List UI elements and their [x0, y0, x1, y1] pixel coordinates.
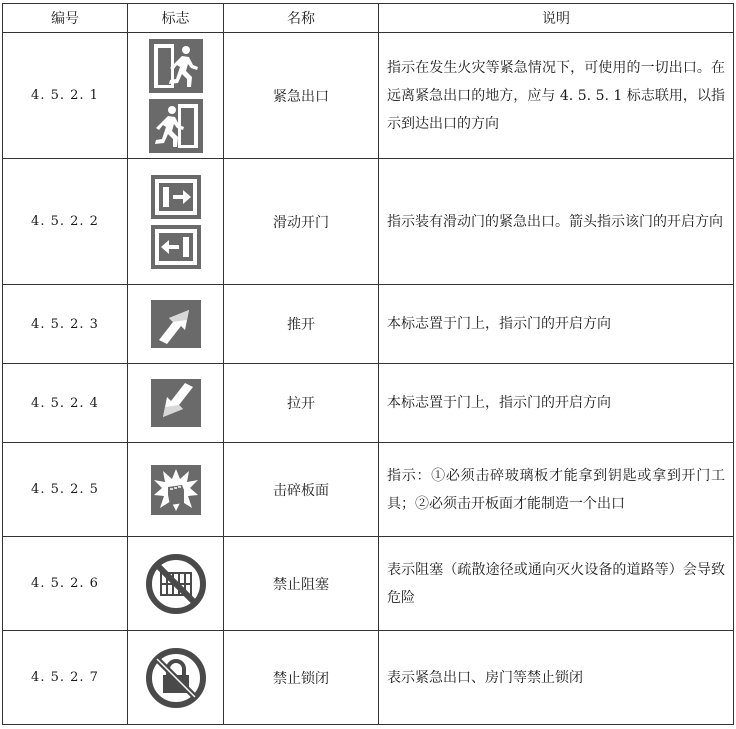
table-row	[3, 631, 734, 725]
row-description: 本标志置于门上，指示门的开启方向	[379, 285, 734, 364]
sign-cell	[128, 33, 224, 159]
row-code: 4. 5. 2. 7	[3, 631, 128, 725]
sliding-door-left-icon	[151, 225, 201, 269]
row-code: 4. 5. 2. 6	[3, 537, 128, 631]
row-name: 击碎板面	[224, 443, 379, 537]
header-name: 名称	[224, 4, 379, 33]
header-description: 说明	[379, 4, 734, 33]
sliding-door-right-icon	[151, 175, 201, 219]
sign-cell	[128, 364, 224, 443]
row-name: 滑动开门	[224, 159, 379, 285]
table-row	[3, 159, 734, 285]
row-name: 拉开	[224, 364, 379, 443]
row-description: 表示阻塞（疏散途径或通向灭火设备的道路等）会导致危险	[379, 537, 734, 631]
row-description: 本标志置于门上，指示门的开启方向	[379, 364, 734, 443]
no-locking-icon	[145, 647, 207, 709]
row-code: 4. 5. 2. 3	[3, 285, 128, 364]
pull-arrow-icon	[151, 379, 201, 427]
signs-table	[2, 3, 734, 725]
header-sign: 标志	[128, 4, 224, 33]
row-description: 指示在发生火灾等紧急情况下，可使用的一切出口。在远离紧急出口的地方，应与 4. 5. 5. 1 标志联用，以指示到达出口的方向	[379, 33, 734, 159]
sign-cell	[128, 631, 224, 725]
row-code: 4. 5. 2. 5	[3, 443, 128, 537]
running-man-exit-right-icon	[149, 39, 203, 93]
break-glass-fist-icon	[151, 465, 201, 515]
running-man-exit-left-icon	[149, 99, 203, 153]
row-code: 4. 5. 2. 4	[3, 364, 128, 443]
row-description: 指示：①必须击碎玻璃板才能拿到钥匙或拿到开门工具；②必须击开板面才能制造一个出口	[379, 443, 734, 537]
row-name: 推开	[224, 285, 379, 364]
sign-cell	[128, 443, 224, 537]
table-row	[3, 443, 734, 537]
table-header-row	[3, 4, 734, 33]
sign-cell	[128, 159, 224, 285]
no-obstruction-icon	[145, 553, 207, 615]
sign-cell	[128, 537, 224, 631]
push-arrow-icon	[151, 300, 201, 348]
header-code: 编号	[3, 4, 128, 33]
row-name: 禁止阻塞	[224, 537, 379, 631]
sign-cell	[128, 285, 224, 364]
row-name: 禁止锁闭	[224, 631, 379, 725]
row-code: 4. 5. 2. 1	[3, 33, 128, 159]
table-row	[3, 285, 734, 364]
row-code: 4. 5. 2. 2	[3, 159, 128, 285]
row-name: 紧急出口	[224, 33, 379, 159]
table-row	[3, 537, 734, 631]
table-row	[3, 33, 734, 159]
row-description: 表示紧急出口、房门等禁止锁闭	[379, 631, 734, 725]
row-description: 指示装有滑动门的紧急出口。箭头指示该门的开启方向	[379, 159, 734, 285]
table-row	[3, 364, 734, 443]
